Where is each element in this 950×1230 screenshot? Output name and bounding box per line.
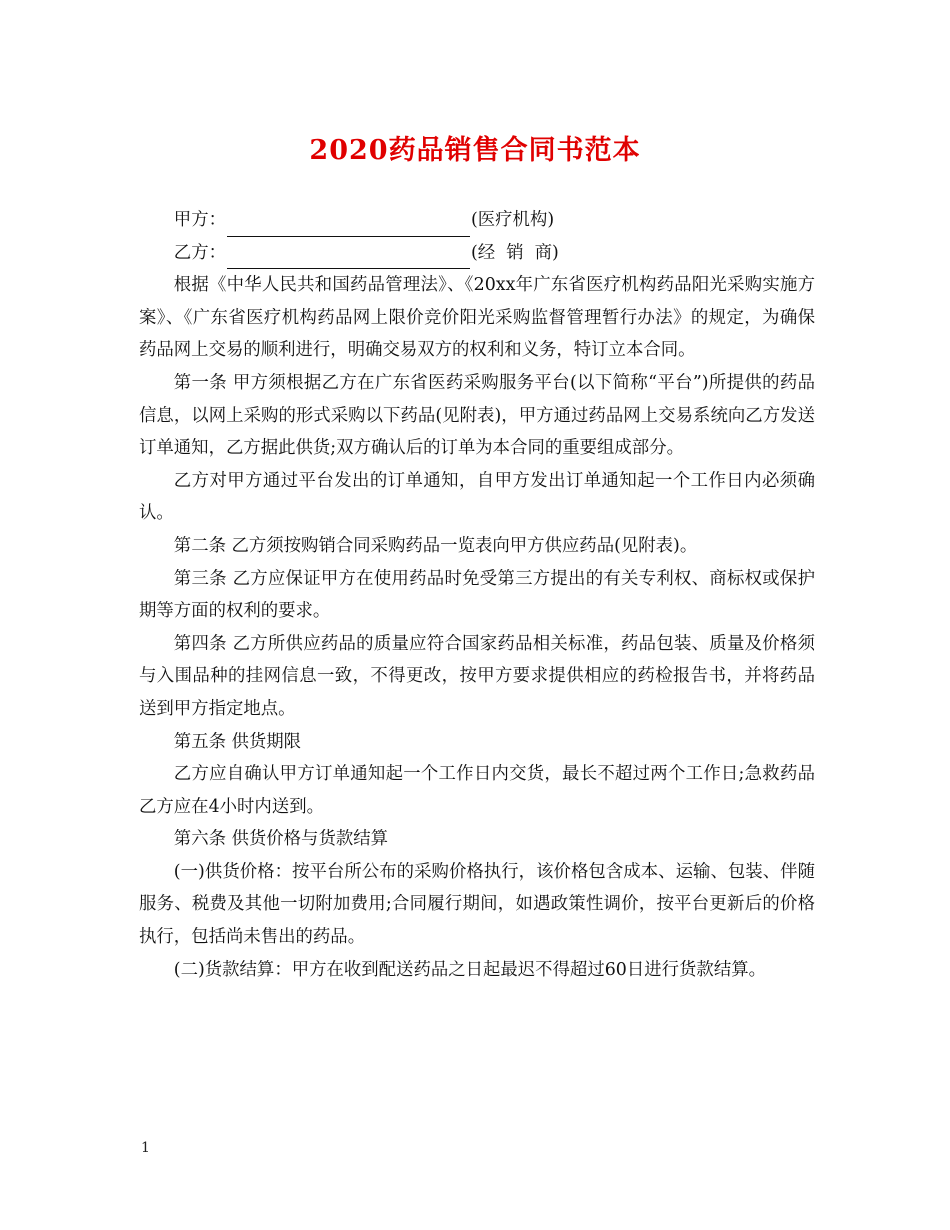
party-a-blank (227, 214, 470, 237)
party-a-line (139, 204, 815, 237)
paragraph-order-confirmation: 乙方对甲方通过平台发出的订单通知，自甲方发出订单通知起一个工作日内必须确认。 (139, 470, 815, 524)
page-number: 1 (141, 1140, 150, 1156)
paragraph-delivery-term: 乙方应自确认甲方订单通知起一个工作日内交货，最长不超过两个工作日;急救药品乙方应在4小时内送到。 (139, 764, 815, 817)
document-title: 2020药品销售合同书范本 (309, 135, 641, 166)
party-b-blank (227, 246, 470, 269)
paragraph-preamble: 根据《中华人民共和国药品管理法》、《20xx年广东省医疗机构药品阳光采购实施方案》、《广东省医疗机构药品网上限价竞价阳光采购监督管理暂行办法》的规定，为确保药品网上交易的顺利进行，明确交易双方的权利和义务，特订立本合同。 (139, 275, 815, 361)
document-body (139, 204, 815, 986)
party-b-role: (经 销 商) (470, 242, 559, 263)
paragraph-supply-price: (一)供货价格：按平台所公布的采购价格执行，该价格包含成本、运输、包装、伴随服务、税费及其他一切附加费用;合同履行期间，如遇政策性调价，按平台更新后的价格执行，包括尚未售出的药品。 (139, 861, 815, 948)
party-b-line (139, 237, 815, 270)
paragraph-article-6-heading: 第六条 供货价格与货款结算 (173, 829, 389, 850)
party-a-role: (医疗机构) (470, 210, 555, 230)
paragraph-article-4: 第四条 乙方所供应药品的质量应符合国家药品相关标准，药品包装、质量及价格须与入围品种的挂网信息一致，不得更改，按甲方要求提供相应的药检报告书，并将药品送到甲方指定地点。 (139, 633, 815, 719)
paragraph-article-3: 第三条 乙方应保证甲方在使用药品时免受第三方提出的有关专利权、商标权或保护期等方面的权利的要求。 (139, 568, 815, 622)
paragraph-article-1: 第一条 甲方须根据乙方在广东省医药采购服务平台(以下简称“平台”)所提供的药品信息，以网上采购的形式采购以下药品(见附表)，甲方通过药品网上交易系统向乙方发送订单通知，乙方据此供货;双方确认后的订单为本合同的重要组成部分。 (139, 372, 815, 459)
paragraph-article-2: 第二条 乙方须按购销合同采购药品一览表向甲方供应药品(见附表)。 (173, 535, 698, 556)
paragraph-article-5-heading: 第五条 供货期限 (173, 731, 302, 752)
paragraph-payment-settlement: (二)货款结算：甲方在收到配送药品之日起最迟不得超过60日进行货款结算。 (173, 959, 766, 980)
party-b-label: 乙方： (173, 242, 226, 263)
party-a-label: 甲方： (173, 210, 226, 230)
